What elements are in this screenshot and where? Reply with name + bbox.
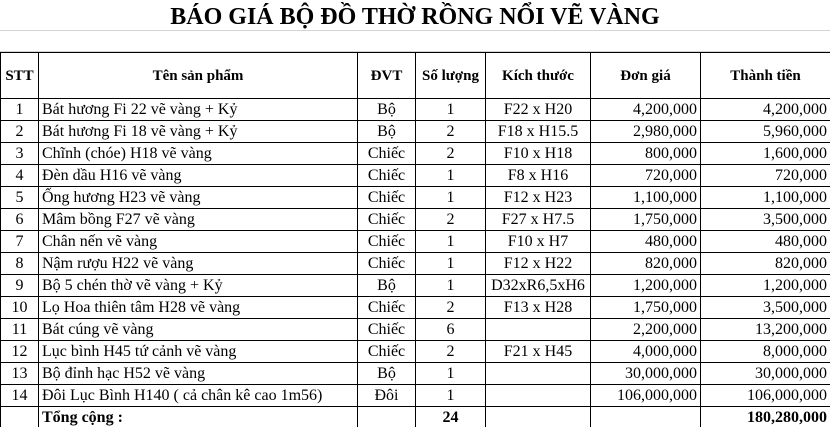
- table-row: [1, 143, 830, 165]
- amount: 13,200,000: [701, 319, 830, 341]
- size: [486, 363, 591, 385]
- row-stt: 11: [1, 319, 39, 341]
- unit: Chiếc: [358, 341, 416, 363]
- product-name: Ống hương H23 vẽ vàng: [39, 187, 358, 209]
- unit: Chiếc: [358, 231, 416, 253]
- table-row: [1, 319, 830, 341]
- product-name: Chĩnh (chóe) H18 vẽ vàng: [39, 143, 358, 165]
- unit: Chiếc: [358, 187, 416, 209]
- amount: 106,000,000: [701, 385, 830, 407]
- sheet-title: BÁO GIÁ BỘ ĐỒ THỜ RỒNG NỔI VẼ VÀNG: [0, 0, 830, 31]
- unit-price: 820,000: [591, 253, 701, 275]
- quantity: 2: [416, 143, 486, 165]
- unit-price: 1,200,000: [591, 275, 701, 297]
- product-name: Đôi Lục Bình H140 ( cả chân kê cao 1m56): [39, 385, 358, 407]
- row-stt: 2: [1, 121, 39, 143]
- total-amount: 180,280,000: [701, 407, 830, 427]
- table-row: [1, 341, 830, 363]
- amount: 5,960,000: [701, 121, 830, 143]
- unit-price: 2,200,000: [591, 319, 701, 341]
- table-row: [1, 275, 830, 297]
- row-stt: 9: [1, 275, 39, 297]
- table-row: [1, 231, 830, 253]
- table-row: [1, 165, 830, 187]
- total-label: Tổng cộng :: [39, 407, 358, 427]
- size: F27 x H7.5: [486, 209, 591, 231]
- product-name: Bộ đỉnh hạc H52 vẽ vàng: [39, 363, 358, 385]
- product-name: Lục bình H45 tứ cảnh vẽ vàng: [39, 341, 358, 363]
- product-name: Chân nến vẽ vàng: [39, 231, 358, 253]
- size: F12 x H23: [486, 187, 591, 209]
- product-name: Bát hương Fi 22 vẽ vàng + Kỷ: [39, 99, 358, 121]
- size: F10 x H18: [486, 143, 591, 165]
- size: F10 x H7: [486, 231, 591, 253]
- unit: Chiếc: [358, 297, 416, 319]
- unit-price: 720,000: [591, 165, 701, 187]
- row-stt: 8: [1, 253, 39, 275]
- unit: Chiếc: [358, 253, 416, 275]
- header-quantity: Số lượng: [416, 53, 486, 99]
- quantity: 2: [416, 209, 486, 231]
- row-stt: 6: [1, 209, 39, 231]
- header-unit: ĐVT: [358, 53, 416, 99]
- unit-price: 30,000,000: [591, 363, 701, 385]
- header-amount: Thành tiền: [701, 53, 830, 99]
- amount: 30,000,000: [701, 363, 830, 385]
- quantity: 1: [416, 187, 486, 209]
- table-row: [1, 385, 830, 407]
- size: F8 x H16: [486, 165, 591, 187]
- quantity: 1: [416, 385, 486, 407]
- amount: 3,500,000: [701, 209, 830, 231]
- size: D32xR6,5xH6: [486, 275, 591, 297]
- unit-price: 1,750,000: [591, 209, 701, 231]
- unit-price: 4,000,000: [591, 341, 701, 363]
- table-row: [1, 187, 830, 209]
- product-name: Bát hương Fi 18 vẽ vàng + Kỷ: [39, 121, 358, 143]
- unit: Bộ: [358, 363, 416, 385]
- amount: 720,000: [701, 165, 830, 187]
- amount: 4,200,000: [701, 99, 830, 121]
- unit: Bộ: [358, 275, 416, 297]
- table-row: [1, 253, 830, 275]
- quantity: 2: [416, 297, 486, 319]
- size: [486, 385, 591, 407]
- price-table: [0, 52, 830, 427]
- row-stt: 12: [1, 341, 39, 363]
- unit: Đôi: [358, 385, 416, 407]
- amount: 3,500,000: [701, 297, 830, 319]
- amount: 8,000,000: [701, 341, 830, 363]
- unit: Chiếc: [358, 165, 416, 187]
- amount: 480,000: [701, 231, 830, 253]
- unit-price: 106,000,000: [591, 385, 701, 407]
- quantity: 2: [416, 121, 486, 143]
- size: F12 x H22: [486, 253, 591, 275]
- quantity: 6: [416, 319, 486, 341]
- quantity: 2: [416, 341, 486, 363]
- header-row: [1, 53, 830, 99]
- product-name: Bộ 5 chén thờ vẽ vàng + Kỷ: [39, 275, 358, 297]
- quantity: 1: [416, 275, 486, 297]
- table-row: [1, 209, 830, 231]
- unit-price: 480,000: [591, 231, 701, 253]
- unit-price: 1,750,000: [591, 297, 701, 319]
- amount: 1,600,000: [701, 143, 830, 165]
- product-name: Bát cúng vẽ vàng: [39, 319, 358, 341]
- row-stt: 5: [1, 187, 39, 209]
- size: F22 x H20: [486, 99, 591, 121]
- row-stt: 14: [1, 385, 39, 407]
- product-name: Mâm bồng F27 vẽ vàng: [39, 209, 358, 231]
- quantity: 1: [416, 253, 486, 275]
- header-stt: STT: [1, 53, 39, 99]
- unit-price: 4,200,000: [591, 99, 701, 121]
- unit: Bộ: [358, 99, 416, 121]
- amount: 1,200,000: [701, 275, 830, 297]
- row-stt: 3: [1, 143, 39, 165]
- header-unit-price: Đơn giá: [591, 53, 701, 99]
- header-name: Tên sản phẩm: [39, 53, 358, 99]
- blank-row: [0, 31, 830, 52]
- total-quantity: 24: [416, 407, 486, 427]
- quantity: 1: [416, 231, 486, 253]
- row-stt: 1: [1, 99, 39, 121]
- row-stt: 13: [1, 363, 39, 385]
- table-row: [1, 99, 830, 121]
- table-row: [1, 297, 830, 319]
- size: F18 x H15.5: [486, 121, 591, 143]
- quantity: 1: [416, 165, 486, 187]
- size: [486, 319, 591, 341]
- size: F21 x H45: [486, 341, 591, 363]
- product-name: Đèn dầu H16 vẽ vàng: [39, 165, 358, 187]
- unit-price: 800,000: [591, 143, 701, 165]
- product-name: Nậm rượu H22 vẽ vàng: [39, 253, 358, 275]
- table-row: [1, 363, 830, 385]
- size: F13 x H28: [486, 297, 591, 319]
- row-stt: 10: [1, 297, 39, 319]
- quantity: 1: [416, 99, 486, 121]
- unit: Bộ: [358, 121, 416, 143]
- unit-price: 1,100,000: [591, 187, 701, 209]
- amount: 820,000: [701, 253, 830, 275]
- row-stt: 4: [1, 165, 39, 187]
- table-row: [1, 121, 830, 143]
- header-size: Kích thước: [486, 53, 591, 99]
- unit: Chiếc: [358, 143, 416, 165]
- unit: Chiếc: [358, 209, 416, 231]
- row-stt: 7: [1, 231, 39, 253]
- total-row: [1, 407, 830, 427]
- amount: 1,100,000: [701, 187, 830, 209]
- quantity: 1: [416, 363, 486, 385]
- unit-price: 2,980,000: [591, 121, 701, 143]
- product-name: Lọ Hoa thiên tâm H28 vẽ vàng: [39, 297, 358, 319]
- unit: Chiếc: [358, 319, 416, 341]
